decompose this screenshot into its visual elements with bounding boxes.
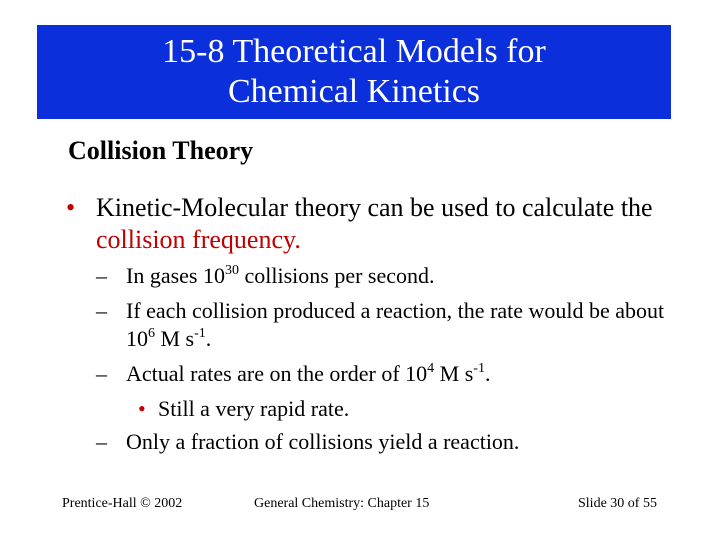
subpoint-1-text: In gases $10^{30}$ collisions per second. [126, 263, 435, 288]
main-bullet-text: Kinetic-Molecular theory can be used to calculate the collision frequency. [96, 193, 653, 254]
highlighted-term: collision frequency [96, 225, 295, 254]
title-line-1: 15-8 Theoretical Models for [162, 33, 546, 70]
dash-marker: – [96, 263, 107, 288]
bullet-marker: • [138, 396, 146, 421]
subpoint-3-detail-text: Still a very rapid rate. [158, 396, 350, 421]
footer-slide-number: Slide 30 of 55 [578, 496, 657, 511]
subpoint-4 [96, 428, 696, 456]
subpoint-1 [96, 262, 696, 290]
subpoint-3-detail [138, 395, 638, 423]
dash-marker: – [96, 361, 107, 386]
subpoint-2 [96, 297, 696, 353]
dash-marker: – [96, 298, 107, 323]
subpoint-2-text: If each collision produced a reaction, the rate would be about $10^6$ M $s^{-1}$. [126, 298, 665, 351]
footer-copyright: Prentice-Hall © 2002 [62, 496, 183, 511]
subpoint-4-text: Only a fraction of collisions yield a reaction. [126, 429, 520, 454]
title-line-2: Chemical Kinetics [227, 73, 481, 110]
subpoint-3-text: Actual rates are on the order of $10^4$ M $s^{-1}$. [126, 361, 491, 386]
subpoint-3 [96, 360, 696, 388]
section-heading: Collision Theory [68, 136, 254, 165]
bullet-marker: • [66, 193, 76, 222]
slide-title [37, 25, 671, 119]
main-bullet [66, 192, 686, 256]
footer-chapter: General Chemistry: Chapter 15 [254, 496, 430, 511]
dash-marker: – [96, 429, 107, 454]
